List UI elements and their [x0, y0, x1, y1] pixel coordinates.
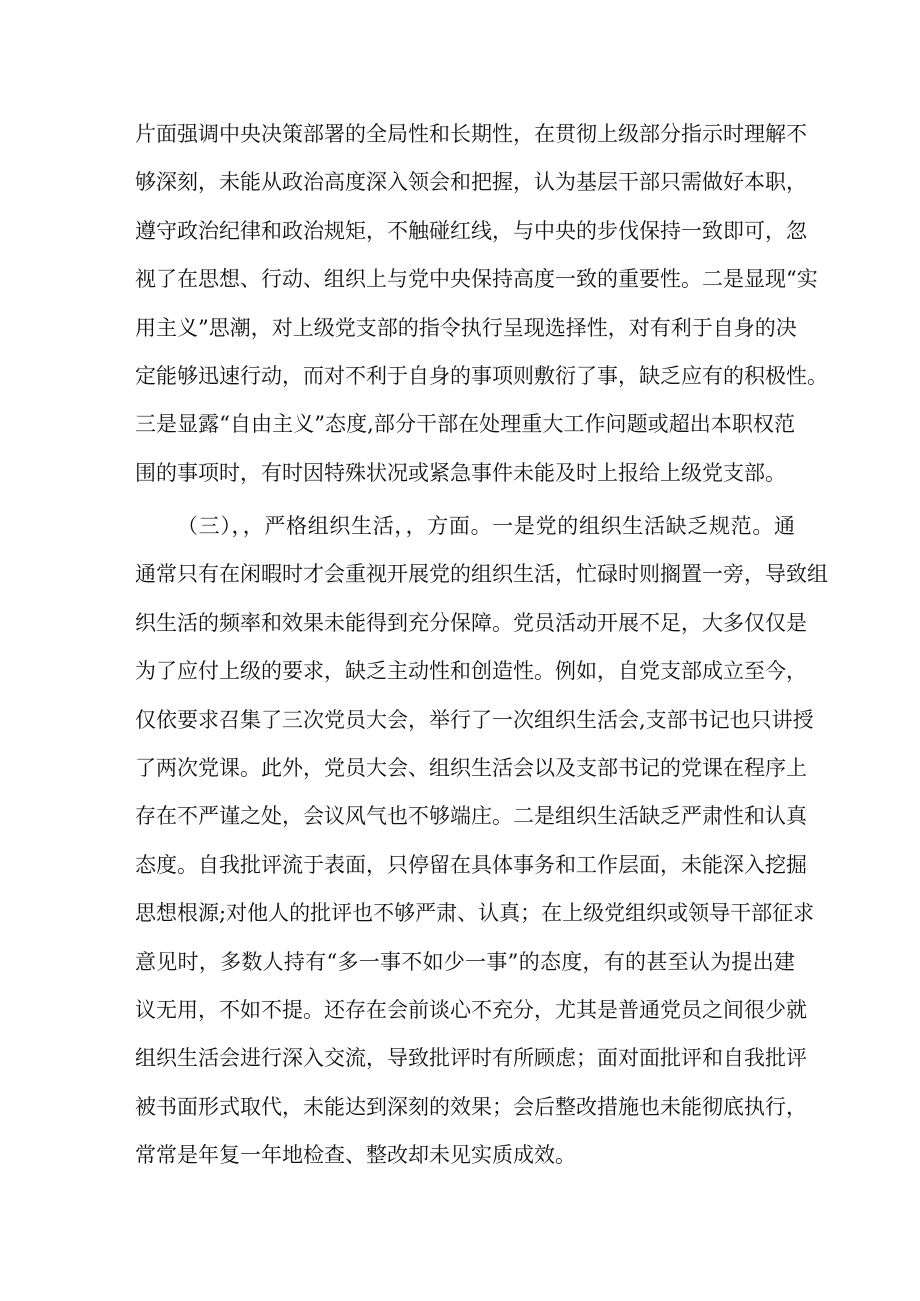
- paragraph-line: 被书面形式取代，未能达到深刻的效果；会后整改措施也未能彻底执行，: [135, 1094, 807, 1119]
- paragraph-line: 组织生活会进行深入交流，导致批评时有所顾虑；面对面批评和自我批评: [135, 1046, 807, 1071]
- paragraph-line: （三），，严格组织生活，，方面。一是党的组织生活缺乏规范。通: [177, 514, 795, 538]
- paragraph-line: 通常只有在闲暇时才会重视开展党的组织生活，忙碌时则搁置一旁，导致组: [135, 562, 828, 587]
- paragraph-line: 意见时，多数人持有“多一事不如少一事”的态度，有的甚至认为提出建: [135, 949, 795, 974]
- paragraph-line: 用主义”思潮，对上级党支部的指令执行呈现选择性，对有利于自身的决: [135, 315, 797, 340]
- paragraph-political-issues: [135, 110, 828, 497]
- paragraph-line: 三是显露“自由主义”态度,部分干部在处理重大工作问题或超出本职权范: [135, 412, 795, 437]
- paragraph-line: 为了应付上级的要求，缺乏主动性和创造性。例如，自党支部成立至今，: [135, 659, 807, 684]
- paragraph-organizational-life: [135, 502, 828, 1179]
- paragraph-line: 议无用，不如不提。还存在会前谈心不充分，尤其是普通党员之间很少就: [135, 997, 807, 1022]
- paragraph-line: 了两次党课。此外，党员大会、组织生活会以及支部书记的党课在程序上: [135, 755, 807, 780]
- paragraph-line: 仅依要求召集了三次党员大会，举行了一次组织生活会,支部书记也只讲授: [135, 707, 814, 732]
- paragraph-line: 织生活的频率和效果未能得到充分保障。党员活动开展不足，大多仅仅是: [135, 610, 807, 635]
- paragraph-line: 定能够迅速行动，而对不利于自身的事项则敷衍了事，缺乏应有的积极性。: [135, 363, 828, 388]
- paragraph-line: 围的事项时，有时因特殊状况或紧急事件未能及时上报给上级党支部。: [135, 460, 786, 485]
- paragraph-line: 思想根源;对他人的批评也不够严肃、认真；在上级党组织或领导干部征求: [135, 901, 815, 926]
- paragraph-line: 存在不严谨之处，会议风气也不够端庄。二是组织生活缺乏严肃性和认真: [135, 804, 807, 829]
- paragraph-line: 遵守政治纪律和政治规矩，不触碰红线，与中央的步伐保持一致即可，忽: [135, 218, 807, 243]
- paragraph-line: 够深刻，未能从政治高度深入领会和把握，认为基层干部只需做好本职，: [135, 170, 807, 195]
- paragraph-line: 常常是年复一年地检查、整改却未见实质成效。: [135, 1143, 576, 1168]
- paragraph-line: 片面强调中央决策部署的全局性和长期性，在贯彻上级部分指示时理解不: [135, 122, 807, 146]
- paragraph-line: 态度。自我批评流于表面，只停留在具体事务和工作层面，未能深入挖掘: [135, 852, 807, 877]
- paragraph-line: 视了在思想、行动、组织上与党中央保持高度一致的重要性。二是显现“实: [135, 267, 818, 292]
